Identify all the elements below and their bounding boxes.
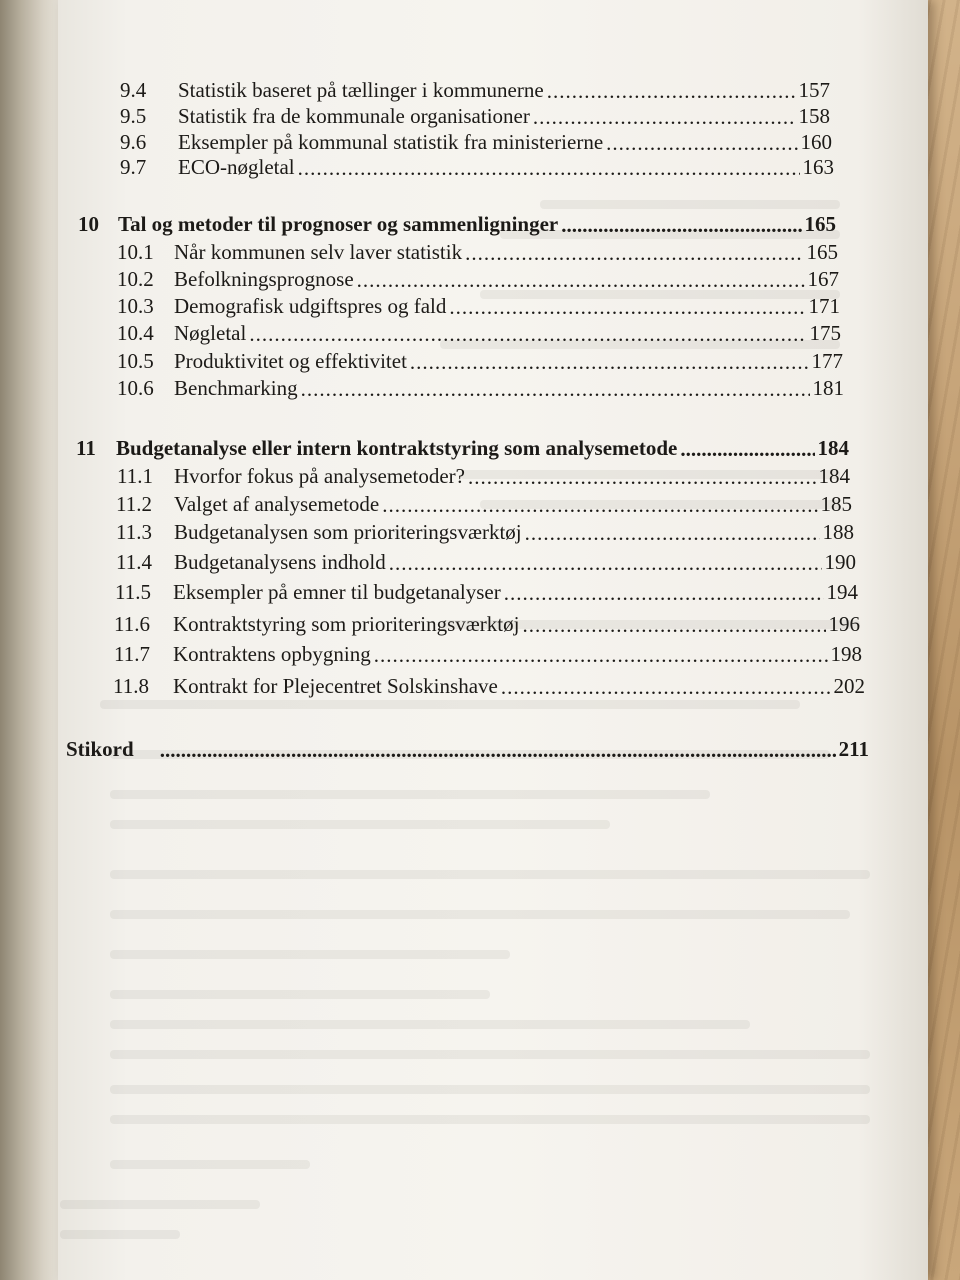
section-number: 9.5 xyxy=(120,104,147,128)
section-title: Budgetanalysens indhold xyxy=(174,550,386,574)
toc-entry-10-4 xyxy=(117,321,841,346)
page-number: 211 xyxy=(838,737,869,761)
dot-leader xyxy=(382,493,817,514)
section-title: Eksempler på emner til budgetanalyser xyxy=(173,580,501,604)
dot-leader xyxy=(301,377,810,398)
chapter-title: Tal og metoder til prognoser og sammenligninger xyxy=(118,212,559,236)
section-title: Hvorfor fokus på analysemetoder? xyxy=(174,464,465,488)
page-number: 167 xyxy=(807,267,839,291)
page-number: 177 xyxy=(811,349,843,373)
toc-entry-9-5 xyxy=(120,104,830,129)
section-title: Budgetanalysen som prioriteringsværktøj xyxy=(174,520,522,544)
section-number: 11.8 xyxy=(113,674,149,698)
page-number: 198 xyxy=(830,642,862,666)
section-title: Benchmarking xyxy=(174,376,298,400)
page-number: 194 xyxy=(826,580,858,604)
dot-leader xyxy=(533,105,796,126)
section-number: 10.6 xyxy=(117,376,154,400)
dot-leader xyxy=(522,613,825,634)
page-number: 175 xyxy=(809,321,841,345)
dot-leader xyxy=(547,79,796,100)
dot-leader xyxy=(298,156,800,177)
page-number: 185 xyxy=(820,492,852,516)
section-number: 9.6 xyxy=(120,130,147,154)
chapter-title: Budgetanalyse eller intern kontraktstyring som analysemetode xyxy=(116,436,678,460)
section-title: Kontraktens opbygning xyxy=(173,642,371,666)
section-title: Kontrakt for Plejecentret Solskinshave xyxy=(173,674,498,698)
dot-leader xyxy=(357,268,805,289)
section-number: 11.6 xyxy=(114,612,150,636)
dot-leader xyxy=(249,322,806,343)
toc-chapter-11 xyxy=(76,436,849,461)
section-number: 10.1 xyxy=(117,240,154,264)
dot-leader xyxy=(606,131,797,152)
dot-leader xyxy=(449,295,805,316)
toc-entry-9-6 xyxy=(120,130,832,155)
section-title: Demografisk udgiftspres og fald xyxy=(174,294,447,318)
toc-chapter-10 xyxy=(78,212,836,237)
page-number: 160 xyxy=(800,130,832,154)
section-title: Når kommunen selv laver statistik xyxy=(174,240,463,264)
section-title: Produktivitet og effektivitet xyxy=(174,349,407,373)
dot-leader xyxy=(160,738,836,759)
chapter-number: 10 xyxy=(78,212,99,236)
page-number: 202 xyxy=(833,674,865,698)
toc-entry-10-6 xyxy=(117,376,844,401)
section-number: 9.7 xyxy=(120,155,147,179)
index-title: Stikord xyxy=(66,737,134,761)
section-number: 11.2 xyxy=(116,492,152,516)
dot-leader xyxy=(389,551,822,572)
section-title: Eksempler på kommunal statistik fra ministerierne xyxy=(178,130,604,154)
dot-leader xyxy=(465,241,803,262)
section-number: 10.4 xyxy=(117,321,154,345)
page-number: 163 xyxy=(802,155,834,179)
section-number: 11.1 xyxy=(117,464,153,488)
dot-leader xyxy=(410,350,809,371)
toc-entry-11-4 xyxy=(116,550,856,575)
section-number: 11.7 xyxy=(114,642,150,666)
dot-leader xyxy=(680,437,814,458)
section-number: 11.4 xyxy=(116,550,152,574)
dot-leader xyxy=(525,521,820,542)
section-number: 10.5 xyxy=(117,349,154,373)
toc-entry-11-8 xyxy=(113,674,865,699)
toc-entry-11-2 xyxy=(116,492,852,517)
section-title: Statistik fra de kommunale organisationer xyxy=(178,104,530,128)
section-number: 9.4 xyxy=(120,78,147,102)
toc-entry-11-1 xyxy=(117,464,850,489)
section-number: 11.5 xyxy=(115,580,151,604)
page-number: 190 xyxy=(824,550,856,574)
toc-entry-10-2 xyxy=(117,267,839,292)
toc-entry-9-4 xyxy=(120,78,830,103)
section-number: 10.2 xyxy=(117,267,154,291)
dot-leader xyxy=(501,675,831,696)
section-title: Valget af analysemetode xyxy=(174,492,380,516)
section-title: Befolkningsprognose xyxy=(174,267,354,291)
toc-entry-11-5 xyxy=(115,580,858,605)
section-title: Statistik baseret på tællinger i kommunerne xyxy=(178,78,544,102)
toc-entry-10-3 xyxy=(117,294,840,319)
toc-entry-11-7 xyxy=(114,642,862,667)
toc-entry-10-5 xyxy=(117,349,843,374)
section-title: Kontraktstyring som prioriteringsværktøj xyxy=(173,612,520,636)
page-number: 184 xyxy=(817,436,849,460)
dot-leader xyxy=(468,465,816,486)
section-number: 10.3 xyxy=(117,294,154,318)
toc-entry-10-1 xyxy=(117,240,838,265)
section-title: Nøgletal xyxy=(174,321,247,345)
chapter-number: 11 xyxy=(76,436,96,460)
section-title: ECO-nøgletal xyxy=(178,155,295,179)
page-number: 165 xyxy=(804,212,836,236)
page-number: 196 xyxy=(828,612,860,636)
dot-leader xyxy=(374,643,828,664)
toc-entry-9-7 xyxy=(120,155,834,180)
toc-entry-11-3 xyxy=(116,520,854,545)
page-number: 171 xyxy=(808,294,840,318)
toc-index xyxy=(66,737,869,762)
dot-leader xyxy=(561,213,801,234)
page-number: 188 xyxy=(822,520,854,544)
page-number: 184 xyxy=(818,464,850,488)
dot-leader xyxy=(504,581,824,602)
page-number: 181 xyxy=(812,376,844,400)
page-number: 165 xyxy=(806,240,838,264)
page-number: 158 xyxy=(798,104,830,128)
page-number: 157 xyxy=(798,78,830,102)
toc-entry-11-6 xyxy=(114,612,860,637)
section-number: 11.3 xyxy=(116,520,152,544)
